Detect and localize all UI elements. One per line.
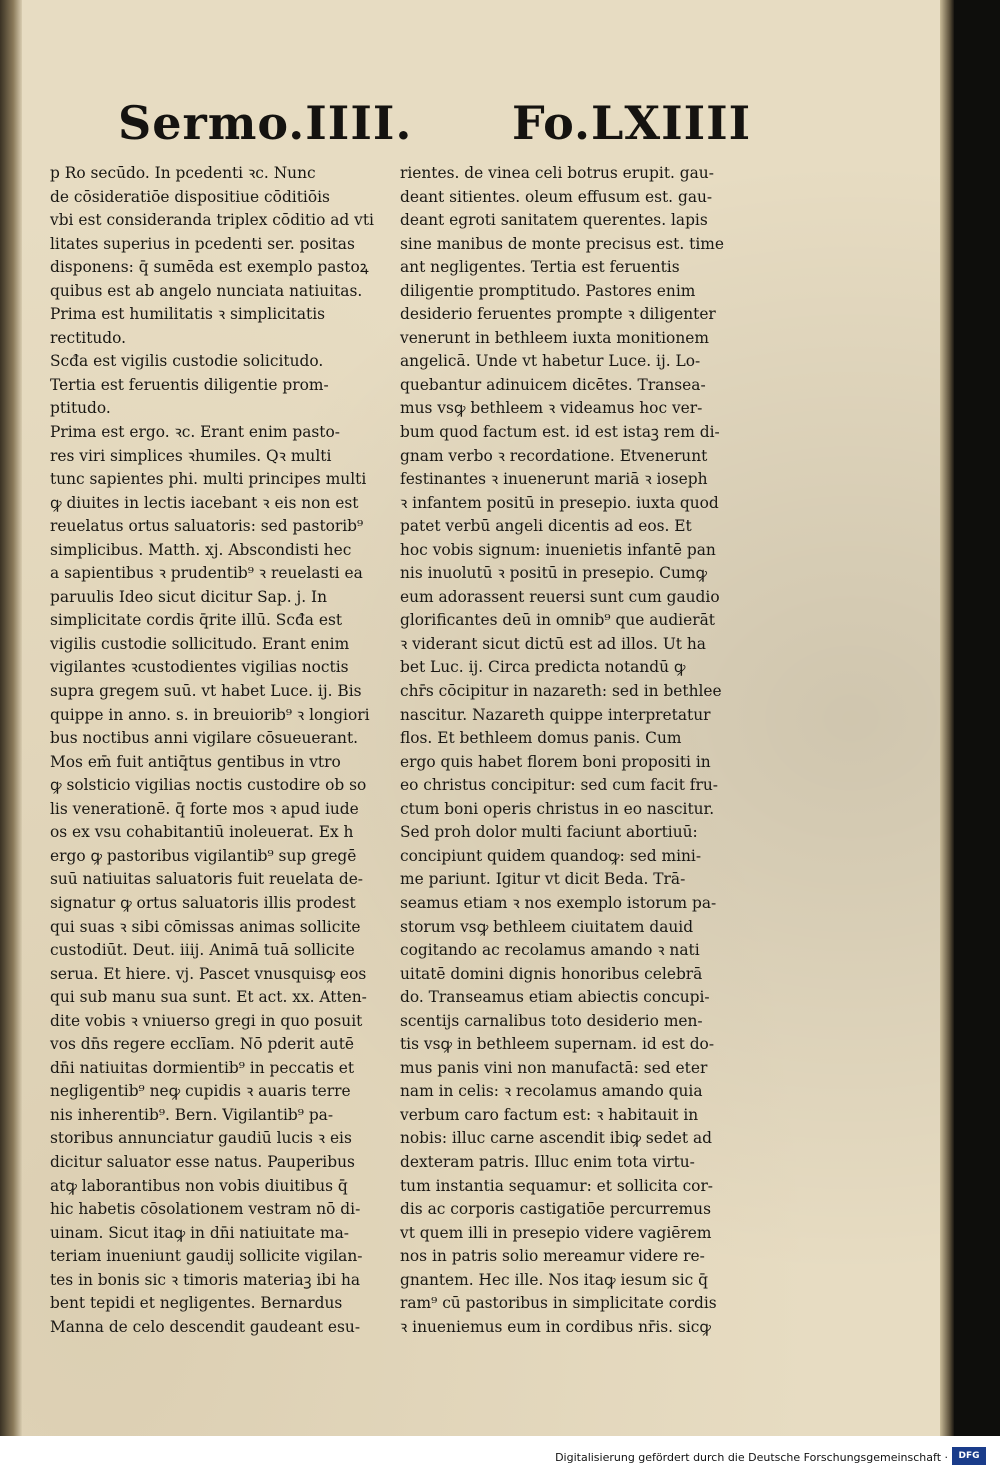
text-line: paruulis Ideo sicut dicitur Sap. j. In [50,587,328,606]
text-line: Tertia est feruentis diligentie prom- [50,375,329,394]
text-line: hoc vobis signum: inuenietis infantē pan [400,540,716,559]
text-line: cogitando ac recolamus amando ꝛ nati [400,941,700,960]
page-edge-shadow [940,0,954,1436]
text-line: concipiunt quidem quandoꝙ: sed mini- [400,846,702,865]
text-line: litates superius in pcedenti ser. positas [50,234,355,253]
text-line: desiderio feruentes prompte ꝛ diligenter [400,305,716,324]
text-line: tes in bonis sic ꝛ timoris materiaꝫ ibi ha [50,1270,361,1289]
text-line: ꝛ viderant sicut dictū est ad illos. Ut ha [400,634,706,653]
text-line: disponens: q̄ sumēda est exemplo pastoꝝ [50,258,369,277]
text-line: de cōsideratiōe dispositiue cōditiōis [50,187,330,206]
text-line: Prima est humilitatis ꝛ simplicitatis [50,305,326,324]
text-line: tis vsꝙ in bethleem supernam. id est do- [400,1035,715,1054]
text-line: teriam inueniunt gaudij sollicite vigilan- [50,1247,363,1266]
text-line: ergo ꝙ pastoribus vigilantib⁹ sup gregē [50,846,357,865]
text-line: Manna de celo descendit gaudeant esu- [50,1317,361,1336]
text-line: uinam. Sicut itaꝙ in dn̄i natiuitate ma- [50,1223,349,1242]
text-line: dexteram patris. Illuc enim tota virtu- [400,1152,695,1171]
text-line: a sapientibus ꝛ prudentib⁹ ꝛ reuelasti ea [50,564,363,583]
text-line: dis ac corporis castigatiōe percurremus [400,1200,711,1219]
text-line: simplicibus. Matth. xj. Abscondisti hec [50,540,352,559]
dfg-logo: DFG [952,1447,986,1465]
text-line: storibus annunciatur gaudiū lucis ꝛ eis [50,1129,352,1148]
text-line: deant egroti sanitatem querentes. lapis [400,211,708,230]
text-line: nascitur. Nazareth quippe interpretatur [400,705,711,724]
text-line: vt quem illi in presepio videre vagiērem [400,1223,712,1242]
text-line: ctum boni operis christus in eo nascitur. [400,799,715,818]
text-line: serua. Et hiere. vj. Pascet vnusquisꝙ eos [50,964,367,983]
text-line: gnantem. Hec ille. Nos itaꝙ iesum sic q̄ [400,1270,708,1289]
text-line: rientes. de vinea celi botrus erupit. gau- [400,164,714,182]
text-line: Prima est ergo. ꝛc. Erant enim pasto- [50,423,340,442]
text-line: vbi est consideranda triplex cōditio ad vti [50,211,374,230]
text-line: storum vsꝙ bethleem ciuitatem dauid [400,917,694,936]
text-line: eum adorassent reuersi sunt cum gaudio [400,587,720,606]
text-line: ant negligentes. Tertia est feruentis [400,258,680,277]
text-line: supra gregem suū. vt habet Luce. ij. Bis [50,682,362,701]
text-line: ram⁹ cū pastoribus in simplicitate cordis [400,1294,717,1313]
text-line: seamus etiam ꝛ nos exemplo istorum pa- [400,893,717,912]
text-line: os ex vsu cohabitantiū inoleuerat. Ex h [50,823,354,842]
text-line: ptitudo. [50,399,111,418]
text-line: tunc sapientes phi. multi principes multi [50,470,367,489]
page-gutter-shadow [0,0,22,1436]
text-line: hic habetis cōsolationem vestram nō di- [50,1200,361,1219]
text-line: do. Transeamus etiam abiectis concupi- [400,988,710,1007]
text-line: Scđa est vigilis custodie solicitudo. [50,352,324,371]
text-line: patet verbū angeli dicentis ad eos. Et [400,517,692,536]
text-line: custodiūt. Deut. iiij. Animā tuā sollicite [50,941,355,960]
text-line: glorificantes deū in omnib⁹ que audierāt [400,611,715,630]
text-line: qui sub manu sua sunt. Et act. xx. Atten- [50,988,367,1007]
text-line: ꝛ inueniemus eum in cordibus nr̄is. sicꝙ [400,1317,711,1336]
text-line: uitatē domini dignis honoribus celebrā [400,964,703,983]
text-line: rectitudo. [50,328,127,347]
text-line: nos in patris solio mereamur videre re- [400,1247,705,1266]
text-line: angelicā. Unde vt habetur Luce. ij. Lo- [400,352,701,371]
text-line: mus panis vini non manufactā: sed eter [400,1058,708,1077]
running-head-right: Fo.LXIIII [512,96,752,150]
text-line: atꝙ laborantibus non vobis diuitibus q̄ [50,1176,348,1195]
running-head-left: Sermo.IIII. [118,96,413,150]
text-line: nis inuolutū ꝛ positū in presepio. Cumꝙ [400,564,708,583]
text-line: suū natiuitas saluatoris fuit reuelata de- [50,870,364,889]
text-line: deant sitientes. oleum effusum est. gau- [400,187,713,206]
text-line: mus vsꝙ bethleem ꝛ videamus hoc ver- [400,399,703,418]
text-line: scentijs carnalibus toto desiderio men- [400,1011,703,1030]
text-line: reuelatus ortus saluatoris: sed pastorib⁹ [50,517,364,536]
text-line: vigilis custodie sollicitudo. Erant enim [50,634,350,653]
text-line: bus noctibus anni vigilare cōsueuerant. [50,729,359,748]
text-line: nis inherentib⁹. Bern. Vigilantib⁹ pa- [50,1105,334,1124]
text-line: ꝙ diuites in lectis iacebant ꝛ eis non est [50,493,359,512]
text-line: tum instantia sequamur: et sollicita cor- [400,1176,714,1195]
text-line: venerunt in bethleem iuxta monitionem [400,328,709,347]
text-line: dn̄i natiuitas dormientib⁹ in peccatis et [50,1058,355,1077]
text-line: dite vobis ꝛ vniuerso gregi in quo posuit [50,1011,363,1030]
text-line: Mos em̄ fuit antiq̄tus gentibus in vtro [50,752,341,771]
text-line: ergo quis habet florem boni propositi in [400,752,711,771]
text-line: bent tepidi et negligentes. Bernardus [50,1294,343,1313]
text-line: Sed proh dolor multi faciunt abortiuū: [400,823,698,842]
text-line: qui suas ꝛ sibi cōmissas animas sollicite [50,917,361,936]
text-line: negligentib⁹ neꝙ cupidis ꝛ auaris terre [50,1082,351,1101]
text-line: lis venerationē. q̄ forte mos ꝛ apud iude [50,799,359,818]
text-line: chr̄s cōcipitur in nazareth: sed in bethlee [400,682,722,701]
text-line: quippe in anno. s. in breuiorib⁹ ꝛ longiori [50,705,370,724]
footer-credit: Digitalisierung gefördert durch die Deutsche Forschungsgemeinschaft · [555,1451,948,1464]
text-line: festinantes ꝛ inuenerunt mariā ꝛ ioseph [400,470,708,489]
text-line: bum quod factum est. id est istaꝫ rem di- [400,423,720,442]
text-line: diligentie promptitudo. Pastores enim [400,281,696,300]
text-line: quebantur adinuicem dicētes. Transea- [400,375,706,394]
text-line: eo christus concipitur: sed cum facit fru- [400,776,718,795]
text-line: p Ro secūdo. In pcedenti ꝛc. Nunc [50,164,316,182]
text-line: dicitur saluator esse natus. Pauperibus [50,1152,355,1171]
text-line: me pariunt. Igitur vt dicit Beda. Trā- [400,870,686,889]
text-line: nam in celis: ꝛ recolamus amando quia [400,1082,703,1101]
text-line: gnam verbo ꝛ recordatione. Etvenerunt [400,446,708,465]
text-line: vos dn̄s regere ecclīam. Nō pderit autē [50,1035,355,1054]
text-column-right [400,162,740,1339]
text-line: ꝛ infantem positū in presepio. iuxta quod [400,493,719,512]
text-line: bet Luc. ij. Circa predicta notandū ꝙ [400,658,686,677]
text-line: sine manibus de monte precisus est. time [400,234,724,253]
text-line: vigilantes ꝛcustodientes vigilias noctis [50,658,349,677]
text-line: flos. Et bethleem domus panis. Cum [400,729,682,748]
text-line: nobis: illuc carne ascendit ibiꝙ sedet ad [400,1129,712,1148]
text-line: quibus est ab angelo nunciata natiuitas. [50,281,363,300]
text-line: verbum caro factum est: ꝛ habitauit in [400,1105,699,1124]
text-line: res viri simplices ꝛhumiles. Qꝛ multi [50,446,332,465]
text-line: simplicitate cordis q̄rite illū. Scđa est [50,611,343,630]
text-line: signatur ꝙ ortus saluatoris illis prodest [50,893,356,912]
digitization-footer [0,1436,1000,1477]
text-line: ꝙ solsticio vigilias noctis custodire ob so [50,776,367,795]
text-column-left [50,162,392,1339]
